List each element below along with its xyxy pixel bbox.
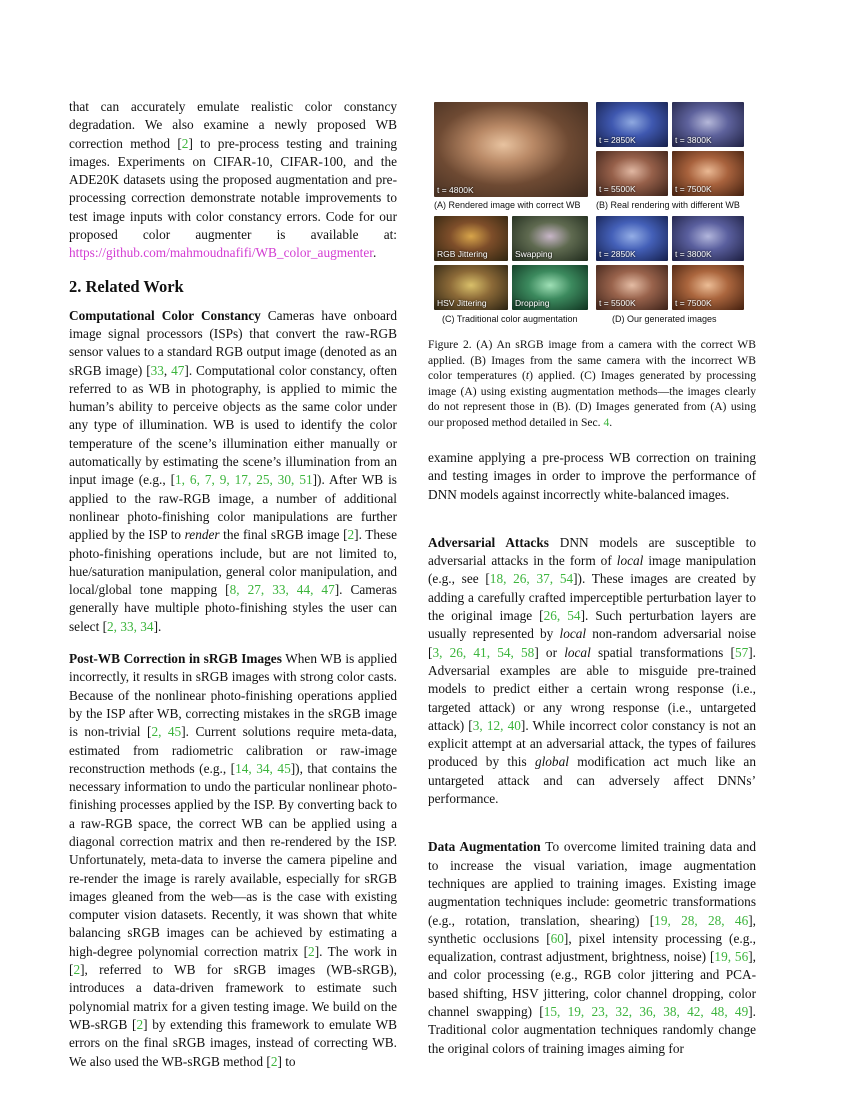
post-wb-paragraph <box>69 650 397 1071</box>
text: ], and color processing (e.g., RGB color jittering and PCA-based shifting, HSV jittering, color channel dropping, color channel swapping) [ <box>428 949 756 1020</box>
citation[interactable]: 2 <box>136 1016 144 1032</box>
citation[interactable]: 26, 54 <box>543 608 581 624</box>
photo-b-3800k <box>672 102 744 147</box>
photo-d-2850k <box>596 216 668 261</box>
citation[interactable]: 2 <box>347 527 355 543</box>
augmentation-tag: Swapping <box>515 249 553 259</box>
figure-2 <box>432 98 750 328</box>
text: ) applied. (C) Images generated by processing image (A) using existing augmentation methods—the images clearly do not represent those in (B). (D) Images generated from (A) using our proposed method detailed in Sec. <box>428 369 756 429</box>
citation[interactable]: 3, 26, 41, 54, 58 <box>432 644 535 660</box>
text: ]. Computational color constancy, often referred to as WB in photography, is applied to mimic the human’s ability to perceive objects as the same color under any type of illumination. WB is used to identify the color temperature of the scene’s illumination either manually or automatically by estimating the scene’s illumination from an input image (e.g., [ <box>69 362 397 488</box>
temperature-tag: t = 7500K <box>675 184 712 194</box>
photo-b-2850k <box>596 102 668 147</box>
text: ], referred to WB for sRGB images (WB-sRGB), introduces a data-driven framework to estimate such polynomial matrix for a given testing image. We build on the WB-sRGB [ <box>69 962 397 1032</box>
emphasis: local <box>564 644 591 660</box>
temperature-tag: t = 5500K <box>599 184 636 194</box>
citation[interactable]: 57 <box>734 644 749 660</box>
text: ]. Adversarial examples are able to misguide pre-trained models to predict either a certain wrong response (i.e., targeted attack) or any wrong response (i.e., untargeted attack) [ <box>428 644 756 733</box>
caption-b: (B) Real rendering with different WB <box>596 200 740 210</box>
citation[interactable]: 3, 12, 40 <box>472 717 521 733</box>
paragraph-heading: Adversarial Attacks <box>428 534 549 550</box>
photo-b-5500k <box>596 151 668 196</box>
temperature-tag: t = 3800K <box>675 135 712 145</box>
photo-c-hsv-jitter <box>434 265 508 310</box>
photo-d-7500k <box>672 265 744 310</box>
photo-c-rgb-jitter <box>434 216 508 261</box>
text: Cameras have onboard image signal processors (ISPs) that convert the raw-RGB sensor values to a standard RGB output image (denoted as an sRGB image) [ <box>69 307 398 378</box>
text: ] or <box>534 644 565 660</box>
citation[interactable]: 2 <box>73 962 81 978</box>
intro-paragraph <box>69 98 397 263</box>
text: ]. These photo-finishing operations include, but are not limited to, hue/saturation manipulation, general color manipulation, and local/global tone mapping [ <box>69 527 398 598</box>
citation[interactable]: 14, 34, 45 <box>235 760 291 776</box>
paragraph-heading: Computational Color Constancy <box>69 307 261 323</box>
text: ]. The work in [ <box>69 943 397 978</box>
text: ] to pre-process testing and training images. Experiments on CIFAR-10, CIFAR-100, and the ADE20K datasets using the proposed augmentation and pre-processing correction demonstrate notable improvements to test image inputs with color constancy errors. Code for our proposed color augmenter is available at: <box>69 135 397 243</box>
emphasis: local <box>559 626 587 642</box>
photo-c-dropping <box>512 265 588 310</box>
code-link[interactable]: https://github.com/mahmoudnafifi/WB_color_augmenter <box>69 245 373 261</box>
right-column <box>428 449 756 1072</box>
text: the final sRGB image [ <box>219 527 348 543</box>
citation[interactable]: 2, 45 <box>151 724 182 740</box>
temperature-tag: t = 7500K <box>675 298 712 308</box>
text: When WB is applied incorrectly, it results in sRGB images with strong color casts. Because of the nonlinear photo-finishing operations applied by the ISP after WB, correcting mistakes in the sRGB image is non-trivial [ <box>69 651 397 740</box>
citation[interactable]: 33 <box>150 362 164 378</box>
emphasis: t <box>525 369 530 383</box>
text: ] by extending this framework to emulate WB errors on the final sRGB images, instead of correcting WB. We also used the WB-sRGB method [ <box>69 1016 397 1069</box>
caption-a: (A) Rendered image with correct WB <box>434 200 581 210</box>
augmentation-tag: HSV Jittering <box>437 298 487 308</box>
temperature-tag: t = 5500K <box>599 298 636 308</box>
text: . <box>609 415 613 429</box>
temperature-tag: t = 2850K <box>599 249 636 259</box>
citation[interactable]: 1, 6, 7, 9, 17, 25, 30, 51 <box>175 472 313 488</box>
text: DNN models are susceptible to adversarial attacks in the form of <box>428 534 756 569</box>
text: modification act much like an untargeted attack and can adversely affect DNNs’ performance. <box>428 754 756 807</box>
citation[interactable]: 2 <box>181 135 189 151</box>
figure-caption <box>428 337 756 431</box>
citation[interactable]: 2 <box>270 1053 278 1069</box>
text: ]). These images are created by adding a carefully crafted imperceptible perturbation layer to the original image [ <box>428 571 756 624</box>
augmentation-paragraph <box>428 838 756 1058</box>
text: spatial transformations [ <box>590 644 735 660</box>
temperature-tag: t = 4800K <box>437 185 474 195</box>
text: Figure 2. (A) An sRGB image from a camera with the correct WB applied. (B) Images from the same camera with the incorrect WB color temperatures ( <box>428 338 756 383</box>
text: ]. Such perturbation layers are usually represented by <box>428 608 756 642</box>
text: ]. While incorrect color constancy is not an explicit attempt at an adversarial attack, the types of failures produced by this <box>428 717 756 770</box>
text: ]. Cameras generally have multiple photo-finishing styles the user can select [ <box>69 582 397 634</box>
text: . <box>372 245 377 261</box>
text: ]), that contains the necessary information to undo the particular nonlinear photo-finishing processes applied by the ISP. By converting back to a raw-RGB space, the correct WB can be applied using a diagonal correction matrix and then re-rendered by the ISP. Unfortunately, meta-data to inverse the camera pipeline and re-render the image is rarely available, especially for sRGB images gleaned from the web—as is the case with existing computer vision datasets. Recently, it was shown that white balancing sRGB images can be achieved by estimating a high-degree polynomial correction matrix [ <box>69 760 397 959</box>
adversarial-paragraph <box>428 534 756 808</box>
citation[interactable]: 19, 56 <box>714 949 749 965</box>
section-title: 2. Related Work <box>69 276 184 296</box>
text: that can accurately emulate realistic color constancy degradation. We also examine a newly proposed WB correction method [ <box>69 99 397 151</box>
citation[interactable]: 2, 33, 34 <box>107 618 154 634</box>
paragraph-heading: Data Augmentation <box>428 839 541 855</box>
photo-a-correct-wb <box>434 102 588 197</box>
citation[interactable]: 15, 19, 23, 32, 36, 38, 42, 48, 49 <box>543 1004 749 1020</box>
photo-d-3800k <box>672 216 744 261</box>
photo-d-5500k <box>596 265 668 310</box>
text: ]. Current solutions require meta-data, estimated from radiometric calibration or raw-image reconstruction methods (e.g., [ <box>69 724 398 776</box>
temperature-tag: t = 3800K <box>675 249 712 259</box>
text: ]). After WB is applied to the raw-RGB image, a number of additional nonlinear photo-finishing color manipulations are further applied by the ISP to <box>69 472 397 543</box>
temperature-tag: t = 2850K <box>599 135 636 145</box>
left-column <box>69 98 397 1085</box>
text: ] to <box>277 1053 296 1069</box>
continued-paragraph: examine applying a pre-process WB correction on training and testing images in order to improve the performance of DNN models against incorrectly white-balanced images. <box>428 450 756 502</box>
emphasis: local <box>616 553 644 569</box>
emphasis: global <box>534 754 569 770</box>
text: ], pixel intensity processing (e.g., equalization, contrast adjustment, brightness, noise) [ <box>428 930 756 965</box>
augmentation-tag: Dropping <box>515 298 550 308</box>
text: non-random adversarial noise [ <box>428 626 756 660</box>
text: ]. <box>153 618 162 634</box>
citation[interactable]: 47 <box>171 362 185 378</box>
caption-d: (D) Our generated images <box>612 314 717 324</box>
photo-b-7500k <box>672 151 744 196</box>
caption-c: (C) Traditional color augmentation <box>442 314 578 324</box>
emphasis: render <box>184 527 220 543</box>
citation[interactable]: 60 <box>550 930 564 946</box>
text: image manipulation (e.g., see [ <box>428 553 756 587</box>
paragraph-heading: Post-WB Correction in sRGB Images <box>69 651 282 667</box>
text: ]. Traditional color augmentation techniques randomly change the original colors of training images aiming for <box>428 1004 756 1056</box>
color-constancy-paragraph: Computational Color Constancy Cameras have onboard image signal processors (ISPs) that convert the raw-RGB sensor values to a standard RGB output image (denoted as an sRGB image) [33, 47]. Computational color constancy, often referred to as WB in photography, is applied to mimic the human’s ability to perceive objects as the same color under any type of illumination. WB is used to identify the color temperature of the scene’s illumination either manually or automatically by estimating the scene’s illumination from an input image (e.g., [1, 6, 7, 9, 17, 25, 30, 51]). After WB is applied to the raw-RGB image, a number of additional nonlinear photo-finishing color manipulations are further applied by the ISP to render the final sRGB image [2]. These photo-finishing operations include, but are not limited to, hue/saturation manipulation, general color manipulation, and local/global tone mapping [8, 27, 33, 44, 47]. Cameras generally have multiple photo-finishing styles the user can select [2, 33, 34]. <box>69 307 398 634</box>
augmentation-tag: RGB Jittering <box>437 249 488 259</box>
citation[interactable]: 18, 26, 37, 54 <box>489 571 574 587</box>
citation[interactable]: 19, 28, 28, 46 <box>654 912 749 928</box>
citation[interactable]: 2 <box>308 943 315 959</box>
text: ], synthetic occlusions [ <box>428 912 756 946</box>
section-reference[interactable]: 4 <box>603 415 610 429</box>
citation[interactable]: 8, 27, 33, 44, 47 <box>229 582 335 598</box>
text: To overcome limited training data and to increase the visual variation, image augmentation techniques are applied to training images. Existing image augmentation techniques include: geometric transformations (e.g., rotation, translation, shearing) [ <box>428 839 757 928</box>
photo-c-swapping <box>512 216 588 261</box>
